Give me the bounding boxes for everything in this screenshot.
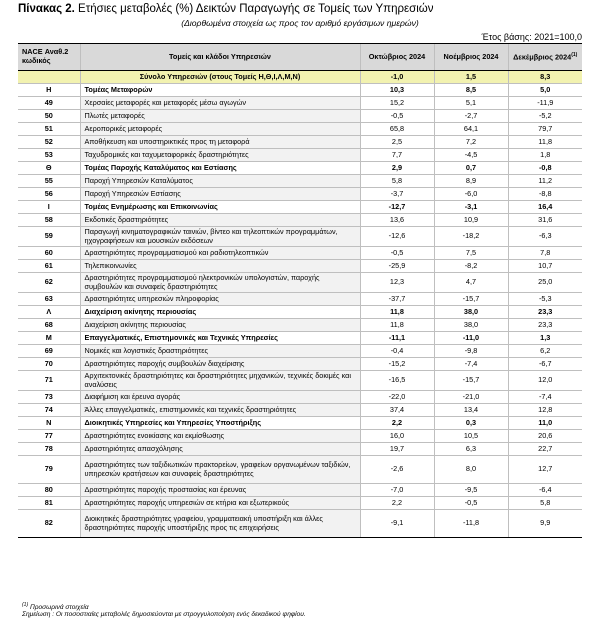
row-code: 63 <box>18 293 80 306</box>
table-row-section <box>18 417 582 430</box>
row-value-december: 31,6 <box>508 214 582 227</box>
row-value-november: -6,0 <box>434 188 508 201</box>
row-code: 79 <box>18 456 80 484</box>
table-row <box>18 319 582 332</box>
table-row <box>18 293 582 306</box>
row-label: Εκδοτικές δραστηριότητες <box>80 214 360 227</box>
row-value-october: 19,7 <box>360 443 434 456</box>
row-value-october: 12,3 <box>360 273 434 293</box>
row-value-december: 11,8 <box>508 136 582 149</box>
table-row <box>18 404 582 417</box>
row-code: 74 <box>18 404 80 417</box>
table-subtitle: (Διορθωμένα στοιχεία ως προς τον αριθμό εργάσιμων ημερών) <box>181 18 419 28</box>
table-row <box>18 227 582 247</box>
row-code: Λ <box>18 306 80 319</box>
row-value-december: 11,2 <box>508 175 582 188</box>
row-value-november: -7,4 <box>434 358 508 371</box>
row-value-november: -11,8 <box>434 510 508 538</box>
row-code: 60 <box>18 247 80 260</box>
row-label: Δραστηριότητες παροχής υπηρεσιών σε κτήρια και εξωτερικούς <box>80 497 360 510</box>
row-code: Θ <box>18 162 80 175</box>
row-value-december: -5,3 <box>508 293 582 306</box>
row-value-december: 16,4 <box>508 201 582 214</box>
row-value-october: -12,6 <box>360 227 434 247</box>
row-value-december: -6,4 <box>508 484 582 497</box>
table-title <box>18 3 434 15</box>
row-label: Δραστηριότητες προγραμματισμού και ραδιοτηλεοπτικών <box>80 247 360 260</box>
row-label: Διαχείριση ακίνητης περιουσίας <box>80 319 360 332</box>
row-label: Αρχιτεκτονικές δραστηριότητες και δραστηριότητες μηχανικών, τεχνικές δοκιμές και αναλύσεις <box>80 371 360 391</box>
table-row <box>18 358 582 371</box>
row-label: Διοικητικές δραστηριότητες γραφείου, γραμματειακή υποστήριξη και άλλες δραστηριότητες παροχής υποστήριξης προς τις επιχειρήσεις <box>80 510 360 538</box>
header-december-label: Δεκέμβριος 2024 <box>513 52 572 62</box>
row-value-october: -22,0 <box>360 391 434 404</box>
row-value-november: -0,5 <box>434 497 508 510</box>
table-row <box>18 484 582 497</box>
row-code: 80 <box>18 484 80 497</box>
row-label: Διοικητικές Υπηρεσίες και Υπηρεσίες Υποστήριξης <box>80 417 360 430</box>
row-value-december: 7,8 <box>508 247 582 260</box>
table-row-section <box>18 84 582 97</box>
row-code: 78 <box>18 443 80 456</box>
row-code: 55 <box>18 175 80 188</box>
row-value-november: -21,0 <box>434 391 508 404</box>
row-value-october: -0,5 <box>360 247 434 260</box>
header-code: NACE Αναθ.2 κωδικός <box>18 44 80 71</box>
row-code: 58 <box>18 214 80 227</box>
row-value-october: 37,4 <box>360 404 434 417</box>
row-code: 68 <box>18 319 80 332</box>
row-value-december: -7,4 <box>508 391 582 404</box>
row-value-december: 8,3 <box>508 71 582 84</box>
row-label: Δραστηριότητες παροχής προστασίας και έρευνας <box>80 484 360 497</box>
table-row <box>18 247 582 260</box>
row-value-november: 38,0 <box>434 319 508 332</box>
row-value-november: 13,4 <box>434 404 508 417</box>
row-value-october: -37,7 <box>360 293 434 306</box>
footnote-marker: (1) <box>22 602 29 608</box>
row-value-october: 10,3 <box>360 84 434 97</box>
row-value-december: 5,0 <box>508 84 582 97</box>
row-label: Δραστηριότητες προγραμματισμού ηλεκτρονικών υπολογιστών, παροχής συμβουλών και συναφείς δραστηριότητες <box>80 273 360 293</box>
row-code: 69 <box>18 345 80 358</box>
row-value-november: 8,5 <box>434 84 508 97</box>
table-row <box>18 497 582 510</box>
row-value-december: 12,0 <box>508 371 582 391</box>
base-year: Έτος βάσης: 2021=100,0 <box>481 32 582 42</box>
row-value-december: 1,8 <box>508 149 582 162</box>
table-row <box>18 110 582 123</box>
row-value-december: 23,3 <box>508 306 582 319</box>
row-label: Σύνολο Υπηρεσιών (στους Τομείς Η,Θ,Ι,Λ,Μ,Ν) <box>80 71 360 84</box>
row-value-december: -5,2 <box>508 110 582 123</box>
row-value-november: -3,1 <box>434 201 508 214</box>
table-row <box>18 391 582 404</box>
row-value-november: -9,8 <box>434 345 508 358</box>
row-code: Ν <box>18 417 80 430</box>
row-code <box>18 71 80 84</box>
table-row-total <box>18 71 582 84</box>
row-code: Ι <box>18 201 80 214</box>
table-row <box>18 443 582 456</box>
row-label: Χερσαίες μεταφορές και μεταφορές μέσω αγωγών <box>80 97 360 110</box>
row-value-november: 0,7 <box>434 162 508 175</box>
row-code: 53 <box>18 149 80 162</box>
row-code: 59 <box>18 227 80 247</box>
row-value-october: -12,7 <box>360 201 434 214</box>
row-label: Τομέας Παροχής Καταλύματος και Εστίασης <box>80 162 360 175</box>
row-label: Παραγωγή κινηματογραφικών ταινιών, βίντεο και τηλεοπτικών προγραμμάτων, ηχογραφήσεων και μουσικών εκδόσεων <box>80 227 360 247</box>
row-label: Δραστηριότητες απασχόλησης <box>80 443 360 456</box>
table-row <box>18 273 582 293</box>
row-label: Αποθήκευση και υποστηρικτικές προς τη μεταφορά <box>80 136 360 149</box>
row-value-november: 1,5 <box>434 71 508 84</box>
row-value-november: -15,7 <box>434 293 508 306</box>
row-value-november: 7,2 <box>434 136 508 149</box>
row-value-october: 2,2 <box>360 497 434 510</box>
row-value-november: 0,3 <box>434 417 508 430</box>
row-value-december: -11,9 <box>508 97 582 110</box>
row-value-december: 12,8 <box>508 404 582 417</box>
row-value-december: 20,6 <box>508 430 582 443</box>
row-code: 77 <box>18 430 80 443</box>
row-label: Διαχείριση ακίνητης περιουσίας <box>80 306 360 319</box>
row-code: 81 <box>18 497 80 510</box>
table-number: Πίνακας 2. <box>18 3 75 15</box>
row-code: Η <box>18 84 80 97</box>
table-row <box>18 430 582 443</box>
row-value-december: 1,3 <box>508 332 582 345</box>
table-row <box>18 149 582 162</box>
row-value-november: 7,5 <box>434 247 508 260</box>
row-label: Δραστηριότητες παροχής συμβουλών διαχείρισης <box>80 358 360 371</box>
table-title-text: Ετήσιες μεταβολές (%) Δεικτών Παραγωγής σε Τομείς των Υπηρεσιών <box>74 3 434 15</box>
row-value-december: 25,0 <box>508 273 582 293</box>
table-row <box>18 123 582 136</box>
row-value-december: 12,7 <box>508 456 582 484</box>
table-header-row <box>18 44 582 71</box>
table-body <box>18 71 582 538</box>
row-value-october: -3,7 <box>360 188 434 201</box>
row-value-october: 2,9 <box>360 162 434 175</box>
row-value-october: 15,2 <box>360 97 434 110</box>
row-value-november: -15,7 <box>434 371 508 391</box>
row-value-december: 22,7 <box>508 443 582 456</box>
row-label: Επαγγελματικές, Επιστημονικές και Τεχνικές Υπηρεσίες <box>80 332 360 345</box>
row-value-october: -9,1 <box>360 510 434 538</box>
row-value-december: 23,3 <box>508 319 582 332</box>
table-row-section <box>18 306 582 319</box>
table-row <box>18 456 582 484</box>
row-value-october: -0,5 <box>360 110 434 123</box>
table-row <box>18 175 582 188</box>
table-row <box>18 136 582 149</box>
row-value-december: -8,8 <box>508 188 582 201</box>
row-value-october: -1,0 <box>360 71 434 84</box>
row-value-november: -4,5 <box>434 149 508 162</box>
row-value-december: 5,8 <box>508 497 582 510</box>
row-value-november: 8,0 <box>434 456 508 484</box>
row-value-october: -16,5 <box>360 371 434 391</box>
row-value-october: 2,2 <box>360 417 434 430</box>
row-value-november: 10,5 <box>434 430 508 443</box>
row-code: 62 <box>18 273 80 293</box>
row-value-october: 65,8 <box>360 123 434 136</box>
row-value-october: -11,1 <box>360 332 434 345</box>
row-label: Πλωτές μεταφορές <box>80 110 360 123</box>
row-value-november: 64,1 <box>434 123 508 136</box>
row-label: Άλλες επαγγελματικές, επιστημονικές και τεχνικές δραστηριότητες <box>80 404 360 417</box>
row-value-november: 10,9 <box>434 214 508 227</box>
row-label: Διαφήμιση και έρευνα αγοράς <box>80 391 360 404</box>
row-code: Μ <box>18 332 80 345</box>
row-value-november: -2,7 <box>434 110 508 123</box>
row-label: Τομέας Ενημέρωσης και Επικοινωνίας <box>80 201 360 214</box>
row-value-november: 5,1 <box>434 97 508 110</box>
row-value-october: -25,9 <box>360 260 434 273</box>
table-row <box>18 97 582 110</box>
row-value-october: -2,6 <box>360 456 434 484</box>
table-row-section <box>18 332 582 345</box>
table-row <box>18 214 582 227</box>
header-sector: Τομείς και κλάδοι Υπηρεσιών <box>80 44 360 71</box>
header-october: Οκτώβριος 2024 <box>360 44 434 71</box>
row-value-november: 6,3 <box>434 443 508 456</box>
row-value-november: -11,0 <box>434 332 508 345</box>
row-value-december: -0,8 <box>508 162 582 175</box>
table-row <box>18 371 582 391</box>
row-value-december: 10,7 <box>508 260 582 273</box>
row-label: Δραστηριότητες ενοικίασης και εκμίσθωσης <box>80 430 360 443</box>
row-value-november: 4,7 <box>434 273 508 293</box>
table-row <box>18 188 582 201</box>
row-value-december: 11,0 <box>508 417 582 430</box>
row-code: 82 <box>18 510 80 538</box>
header-december-footnote: (1) <box>571 52 578 59</box>
row-value-october: -0,4 <box>360 345 434 358</box>
row-value-november: -18,2 <box>434 227 508 247</box>
row-code: 56 <box>18 188 80 201</box>
row-value-november: 8,9 <box>434 175 508 188</box>
table-row-section <box>18 201 582 214</box>
row-value-december: -6,7 <box>508 358 582 371</box>
row-label: Δραστηριότητες υπηρεσιών πληροφορίας <box>80 293 360 306</box>
row-value-october: -15,2 <box>360 358 434 371</box>
row-label: Παροχή Υπηρεσιών Εστίασης <box>80 188 360 201</box>
row-label: Τομέας Μεταφορών <box>80 84 360 97</box>
row-label: Δραστηριότητες των ταξιδιωτικών πρακτορείων, γραφείων οργανωμένων ταξιδιών, υπηρεσιών κρατήσεων και συναφείς δραστηριότητες <box>80 456 360 484</box>
row-code: 70 <box>18 358 80 371</box>
row-code: 51 <box>18 123 80 136</box>
row-value-november: 38,0 <box>434 306 508 319</box>
row-value-october: -7,0 <box>360 484 434 497</box>
footnote-provisional <box>22 602 89 611</box>
row-label: Νομικές και λογιστικές δραστηριότητες <box>80 345 360 358</box>
table-row <box>18 260 582 273</box>
row-label: Αεροπορικές μεταφορές <box>80 123 360 136</box>
row-value-october: 16,0 <box>360 430 434 443</box>
row-value-october: 7,7 <box>360 149 434 162</box>
row-label: Ταχυδρομικές και ταχυμεταφορικές δραστηριότητες <box>80 149 360 162</box>
row-code: 61 <box>18 260 80 273</box>
row-code: 49 <box>18 97 80 110</box>
footnote-rounding: Σημείωση : Οι ποσοστιαίες μεταβολές δημοσιεύονται με στρογγυλοποίηση ενός δεκαδικού ψηφίου. <box>22 611 306 618</box>
row-value-october: 11,8 <box>360 306 434 319</box>
table-row <box>18 345 582 358</box>
row-value-december: 79,7 <box>508 123 582 136</box>
row-value-december: -6,3 <box>508 227 582 247</box>
footnote-provisional-text: Προσωρινά στοιχεία <box>28 604 89 612</box>
data-table <box>18 43 582 538</box>
header-december <box>508 44 582 71</box>
row-label: Τηλεπικοινωνίες <box>80 260 360 273</box>
row-code: 71 <box>18 371 80 391</box>
row-value-october: 13,6 <box>360 214 434 227</box>
row-value-october: 2,5 <box>360 136 434 149</box>
row-value-november: -8,2 <box>434 260 508 273</box>
row-label: Παροχή Υπηρεσιών Καταλύματος <box>80 175 360 188</box>
row-value-december: 6,2 <box>508 345 582 358</box>
table-row <box>18 510 582 538</box>
row-code: 73 <box>18 391 80 404</box>
header-november: Νοέμβριος 2024 <box>434 44 508 71</box>
table-row-section <box>18 162 582 175</box>
row-value-october: 11,8 <box>360 319 434 332</box>
row-value-november: -9,5 <box>434 484 508 497</box>
row-code: 50 <box>18 110 80 123</box>
row-value-december: 9,9 <box>508 510 582 538</box>
row-code: 52 <box>18 136 80 149</box>
row-value-october: 5,8 <box>360 175 434 188</box>
